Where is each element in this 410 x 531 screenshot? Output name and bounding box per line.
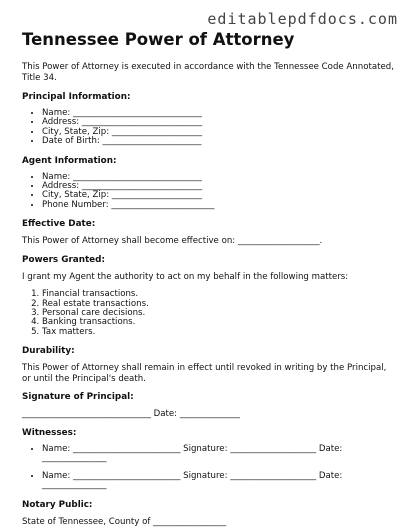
powers-heading: Powers Granted: [22,254,105,265]
principal-heading: Principal Information: [22,92,131,102]
witness-line[interactable]: • Name: _________________________ Signature: ____________________ Date: _______________ [42,472,394,491]
power-item: 1. Financial transactions. [42,290,394,299]
principal-address-field[interactable]: • Address: ____________________________ [42,118,394,127]
principal-signature-line[interactable]: ______________________________ Date: ______________ [22,409,240,420]
signature-heading: Signature of Principal: [22,392,134,403]
power-item: 2. Real estate transactions. [42,300,394,309]
principal-list [22,109,394,147]
notary-county-line[interactable]: State of Tennessee, County of _________________ [22,516,227,527]
watermark: editablepdfdocs.com [207,10,398,28]
powers-text: I grant my Agent the authority to act on my behalf in the following matters: [22,271,349,282]
durability-text: This Power of Attorney shall remain in effect until revoked in writing by the Principal, or until the Principal's death. [22,363,387,384]
agent-phone-field[interactable]: • Phone Number: ________________________ [42,201,394,210]
power-item: 5. Tax matters. [42,328,394,337]
agent-list [22,173,394,211]
principal-city-field[interactable]: • City, State, Zip: _____________________ [42,128,394,137]
effective-text[interactable]: This Power of Attorney shall become effective on: ___________________. [22,236,323,247]
power-item: 3. Personal care decisions. [42,309,394,318]
witnesses-list [22,445,394,491]
agent-city-field[interactable]: • City, State, Zip: _____________________ [42,191,394,200]
agent-heading: Agent Information: [22,155,117,166]
agent-name-field[interactable]: • Name: ______________________________ [42,173,394,182]
witnesses-heading: Witnesses: [22,427,77,438]
principal-dob-field[interactable]: • Date of Birth: _______________________ [42,137,394,146]
intro-text: This Power of Attorney is executed in accordance with the Tennessee Code Annotated, Title 34. [22,62,394,83]
document-page [22,30,394,527]
witness-line[interactable]: • Name: _________________________ Signature: ____________________ Date: _______________ [42,445,394,464]
powers-list [22,290,394,337]
durability-heading: Durability: [22,346,75,357]
power-item: 4. Banking transactions. [42,318,394,327]
notary-heading: Notary Public: [22,499,93,510]
agent-address-field[interactable]: • Address: ____________________________ [42,182,394,191]
effective-heading: Effective Date: [22,219,96,230]
document-title: Tennessee Power of Attorney [22,30,295,49]
principal-name-field[interactable]: • Name: ______________________________ [42,109,394,118]
